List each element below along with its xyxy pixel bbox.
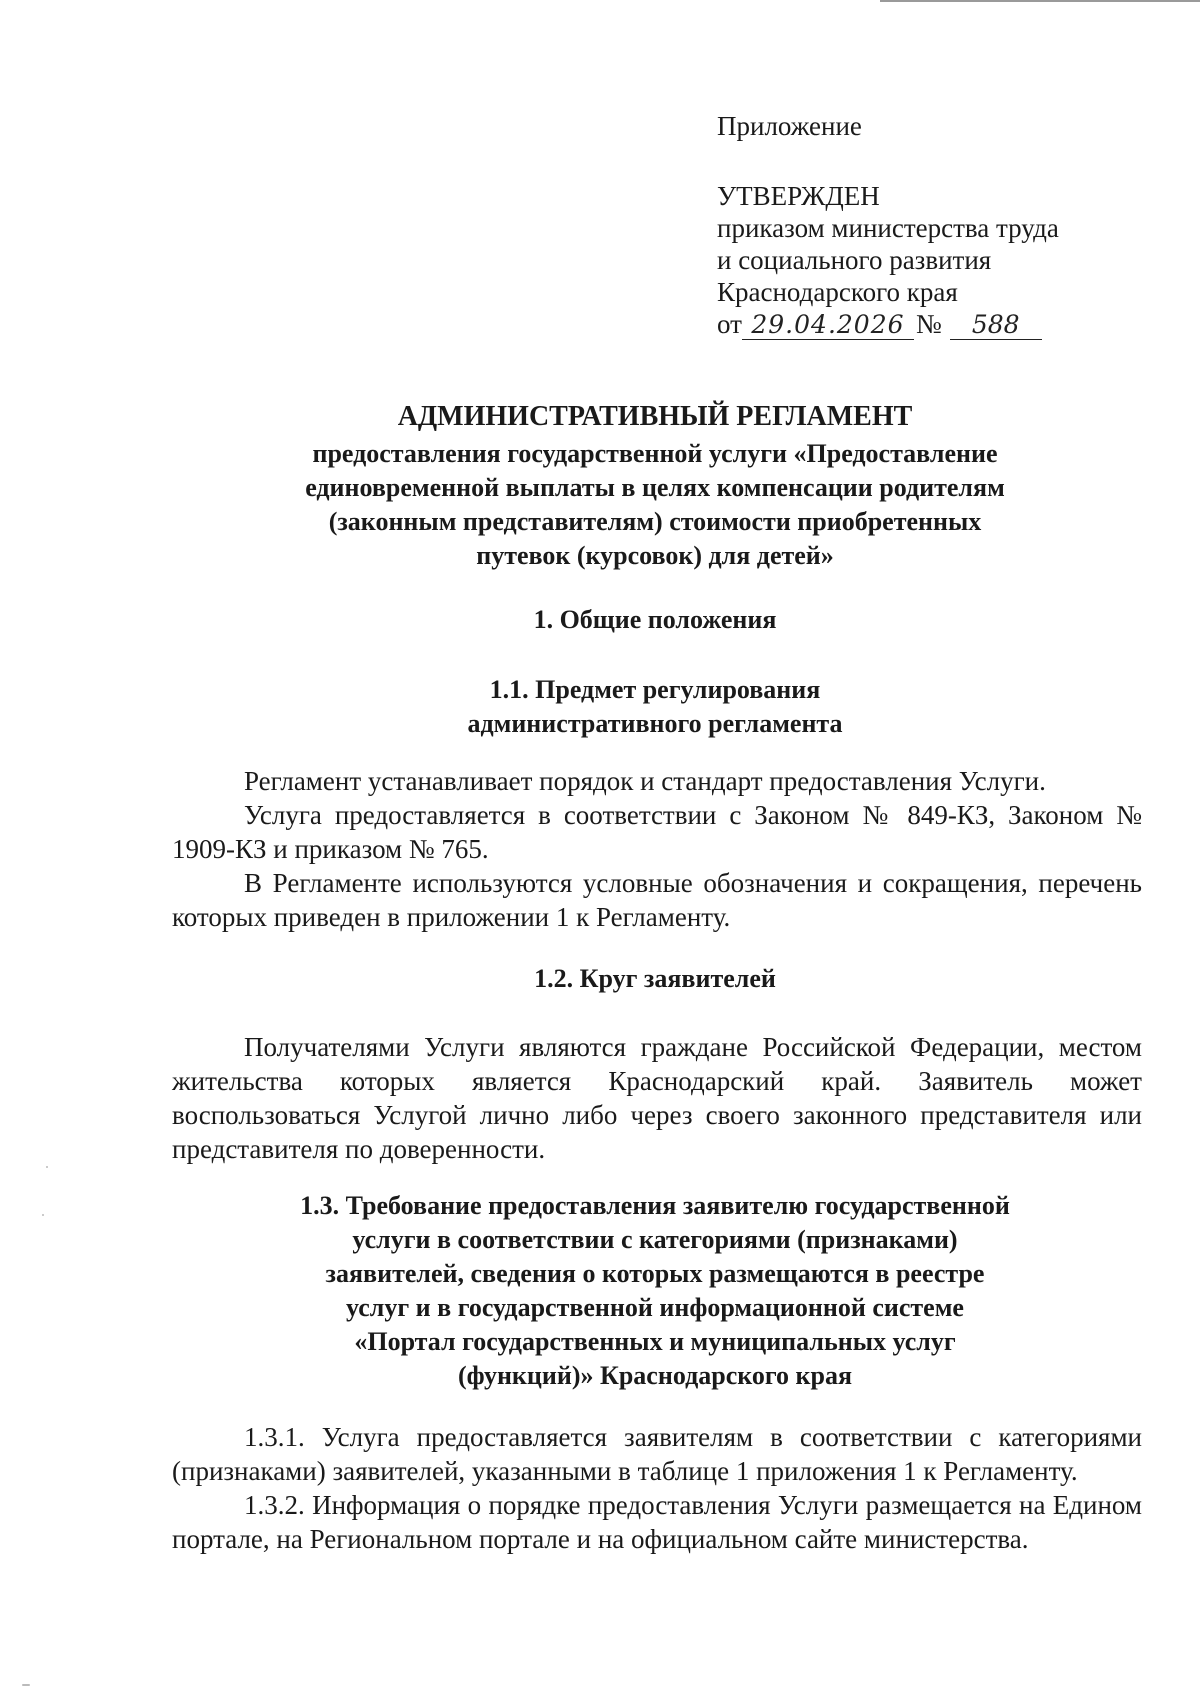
heading-line: (функций)» Краснодарского края [457,1361,853,1390]
subtitle-line: путевок (курсовок) для детей» [476,541,834,570]
appendix-label: Приложение [717,111,862,141]
scan-speck [42,1214,44,1216]
paragraph: Услуга предоставляется в соответствии с Законом № 849-КЗ, Законом № 1909-КЗ и приказом № 765. [172,800,1142,864]
handwritten-date: 29.04.2026 [742,311,914,340]
document-title: АДМИНИСТРАТИВНЫЙ РЕГЛАМЕНТ [397,401,913,432]
number-sign: № [915,309,942,339]
approved-by-line: приказом министерства труда [717,213,1059,243]
heading-line: заявителей, сведения о которых размещаются в реестре [325,1259,985,1288]
subtitle-line: единовременной выплаты в целях компенсации родителям [305,473,1005,502]
paragraph: В Регламенте используются условные обозначения и сокращения, перечень которых приведен в приложении 1 к Регламенту. [172,868,1142,932]
date-prefix: от [717,309,742,339]
section-1-3-body [172,1420,1142,1556]
order-date-line [717,308,1059,340]
subtitle-line: предоставления государственной услуги «Предоставление [312,439,998,468]
section-heading-1-1 [160,673,1150,741]
scan-edge-line [880,0,1200,2]
heading-line: 1.1. Предмет регулирования [489,675,821,704]
heading-line: услуг и в государственной информационной системе [346,1293,964,1322]
approved-by-line: Краснодарского края [717,277,958,307]
paragraph: 1.3.2. Информация о порядке предоставления Услуги размещается на Едином портале, на Региональном портале и на официальном сайте министерства. [172,1490,1142,1554]
section-1-2-body [172,1030,1142,1166]
heading-line: «Портал государственных и муниципальных услуг [354,1327,956,1356]
scan-speck [46,1166,48,1168]
approved-by-line: и социального развития [717,245,992,275]
section-1-1-body [172,764,1142,934]
paragraph: Регламент устанавливает порядок и стандарт предоставления Услуги. [244,766,1046,796]
section-heading-1: 1. Общие положения [533,605,777,634]
scan-speck [22,1684,30,1686]
paragraph: 1.3.1. Услуга предоставляется заявителям в соответствии с категориями (признаками) заявителей, указанными в таблице 1 приложения 1 к Регламенту. [172,1422,1142,1486]
approved-label: УТВЕРЖДЕН [717,181,880,211]
approval-block [717,110,1059,340]
paragraph: Получателями Услуги являются граждане Российской Федерации, местом жительства которых является Краснодарский край. Заявитель может воспользоваться Услугой лично либо через своего законного представителя или представителя по доверенности. [172,1032,1142,1164]
handwritten-order-number: 588 [950,311,1042,340]
section-heading-1-2: 1.2. Круг заявителей [534,964,776,993]
section-heading-1-3 [160,1189,1150,1393]
heading-line: административного регламента [467,709,843,738]
heading-line: услуги в соответствии с категориями (признаками) [352,1225,958,1254]
heading-line: 1.3. Требование предоставления заявителю государственной [300,1191,1010,1220]
document-subtitle [160,437,1150,573]
subtitle-line: (законным представителям) стоимости приобретенных [328,507,982,536]
